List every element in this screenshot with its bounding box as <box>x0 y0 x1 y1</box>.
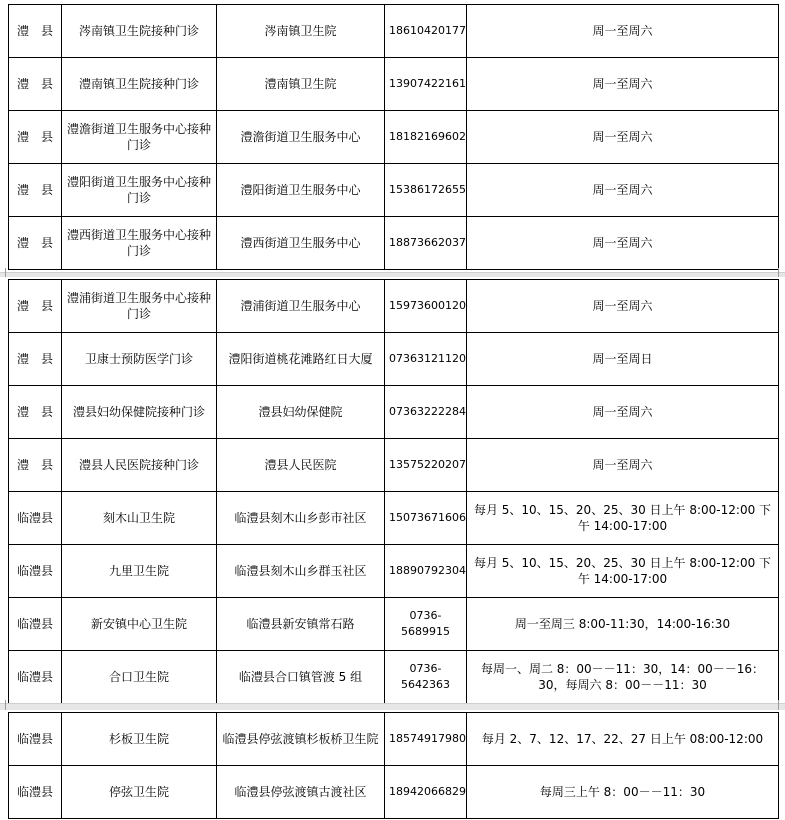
service-time-cell: 每周一、周二 8：00－－11：30，14：00－－16：30，每周六 8：00－－11：30 <box>467 651 779 704</box>
service-time-cell: 周一至周六 <box>467 58 779 111</box>
address-cell: 临澧县刻木山乡群玉社区 <box>217 545 385 598</box>
table-row <box>9 164 779 217</box>
clinic-name-cell: 澧西街道卫生服务中心接种门诊 <box>62 217 217 270</box>
service-time-cell: 周一至周六 <box>467 5 779 58</box>
phone-cell: 18574917980 <box>385 713 467 766</box>
clinic-table-3 <box>8 712 779 819</box>
address-cell: 临澧县停弦渡镇古渡社区 <box>217 766 385 819</box>
phone-cell: 18610420177 <box>385 5 467 58</box>
clinic-name-cell: 卫康士预防医学门诊 <box>62 333 217 386</box>
phone-cell: 13907422161 <box>385 58 467 111</box>
service-time-cell: 每月 2、7、12、17、22、27 日上午 08:00-12:00 <box>467 713 779 766</box>
county-cell: 澧 县 <box>9 164 62 217</box>
county-cell: 临澧县 <box>9 492 62 545</box>
address-cell: 澧阳街道卫生服务中心 <box>217 164 385 217</box>
phone-cell: 0736-5689915 <box>385 598 467 651</box>
service-time-cell: 周一至周六 <box>467 439 779 492</box>
clinic-name-cell: 澧阳街道卫生服务中心接种门诊 <box>62 164 217 217</box>
service-time-cell: 每月 5、10、15、20、25、30 日上午 8:00-12:00 下午 14:00-17:00 <box>467 492 779 545</box>
service-time-cell: 周一至周六 <box>467 386 779 439</box>
table-row <box>9 439 779 492</box>
table-row <box>9 58 779 111</box>
county-cell: 澧 县 <box>9 386 62 439</box>
table-row <box>9 598 779 651</box>
phone-cell: 18942066829 <box>385 766 467 819</box>
county-cell: 澧 县 <box>9 439 62 492</box>
clinic-name-cell: 澧澹街道卫生服务中心接种门诊 <box>62 111 217 164</box>
county-cell: 澧 县 <box>9 217 62 270</box>
county-cell: 临澧县 <box>9 713 62 766</box>
clinic-name-cell: 停弦卫生院 <box>62 766 217 819</box>
address-cell: 澧西街道卫生服务中心 <box>217 217 385 270</box>
service-time-cell: 周一至周三 8:00-11:30，14:00-16:30 <box>467 598 779 651</box>
phone-cell: 15073671606 <box>385 492 467 545</box>
address-cell: 澧浦街道卫生服务中心 <box>217 280 385 333</box>
clinic-table-2 <box>8 279 779 704</box>
address-cell: 澧县人民医院 <box>217 439 385 492</box>
address-cell: 临澧县新安镇常石路 <box>217 598 385 651</box>
clinic-table-body <box>9 5 779 270</box>
county-cell: 澧 县 <box>9 333 62 386</box>
table-row <box>9 545 779 598</box>
service-time-cell: 周一至周六 <box>467 164 779 217</box>
document-page-1 <box>0 0 785 272</box>
phone-cell: 13575220207 <box>385 439 467 492</box>
phone-cell: 07363222284 <box>385 386 467 439</box>
county-cell: 临澧县 <box>9 766 62 819</box>
clinic-name-cell: 新安镇中心卫生院 <box>62 598 217 651</box>
service-time-cell: 每月 5、10、15、20、25、30 日上午 8:00-12:00 下午 14:00-17:00 <box>467 545 779 598</box>
table-row <box>9 492 779 545</box>
address-cell: 临澧县停弦渡镇杉板桥卫生院 <box>217 713 385 766</box>
table-row <box>9 713 779 766</box>
clinic-name-cell: 澧南镇卫生院接种门诊 <box>62 58 217 111</box>
service-time-cell: 周一至周六 <box>467 280 779 333</box>
table-row <box>9 651 779 704</box>
service-time-cell: 每周三上午 8：00－－11：30 <box>467 766 779 819</box>
phone-cell: 18873662037 <box>385 217 467 270</box>
table-row <box>9 280 779 333</box>
clinic-name-cell: 杉板卫生院 <box>62 713 217 766</box>
table-row <box>9 386 779 439</box>
table-row <box>9 333 779 386</box>
county-cell: 澧 县 <box>9 111 62 164</box>
address-cell: 澧南镇卫生院 <box>217 58 385 111</box>
clinic-table-body <box>9 713 779 819</box>
table-row <box>9 5 779 58</box>
table-row <box>9 111 779 164</box>
address-cell: 澧澹街道卫生服务中心 <box>217 111 385 164</box>
address-cell: 澧县妇幼保健院 <box>217 386 385 439</box>
clinic-name-cell: 澧县人民医院接种门诊 <box>62 439 217 492</box>
phone-cell: 0736-5642363 <box>385 651 467 704</box>
phone-cell: 07363121120 <box>385 333 467 386</box>
phone-cell: 18890792304 <box>385 545 467 598</box>
county-cell: 临澧县 <box>9 598 62 651</box>
phone-cell: 18182169602 <box>385 111 467 164</box>
address-cell: 临澧县合口镇管渡 5 组 <box>217 651 385 704</box>
clinic-name-cell: 澧县妇幼保健院接种门诊 <box>62 386 217 439</box>
county-cell: 临澧县 <box>9 545 62 598</box>
table-row <box>9 766 779 819</box>
clinic-name-cell: 刻木山卫生院 <box>62 492 217 545</box>
county-cell: 临澧县 <box>9 651 62 704</box>
clinic-table-1 <box>8 4 779 270</box>
service-time-cell: 周一至周日 <box>467 333 779 386</box>
clinic-table-body <box>9 280 779 704</box>
service-time-cell: 周一至周六 <box>467 111 779 164</box>
address-cell: 澧阳街道桃花滩路红日大厦 <box>217 333 385 386</box>
service-time-cell: 周一至周六 <box>467 217 779 270</box>
county-cell: 澧 县 <box>9 280 62 333</box>
clinic-name-cell: 澧浦街道卫生服务中心接种门诊 <box>62 280 217 333</box>
document-page-2 <box>0 277 785 707</box>
clinic-name-cell: 合口卫生院 <box>62 651 217 704</box>
address-cell: 临澧县刻木山乡彭市社区 <box>217 492 385 545</box>
address-cell: 涔南镇卫生院 <box>217 5 385 58</box>
phone-cell: 15386172655 <box>385 164 467 217</box>
county-cell: 澧 县 <box>9 5 62 58</box>
county-cell: 澧 县 <box>9 58 62 111</box>
table-row <box>9 217 779 270</box>
clinic-name-cell: 涔南镇卫生院接种门诊 <box>62 5 217 58</box>
phone-cell: 15973600120 <box>385 280 467 333</box>
clinic-name-cell: 九里卫生院 <box>62 545 217 598</box>
document-page-3 <box>0 710 785 820</box>
